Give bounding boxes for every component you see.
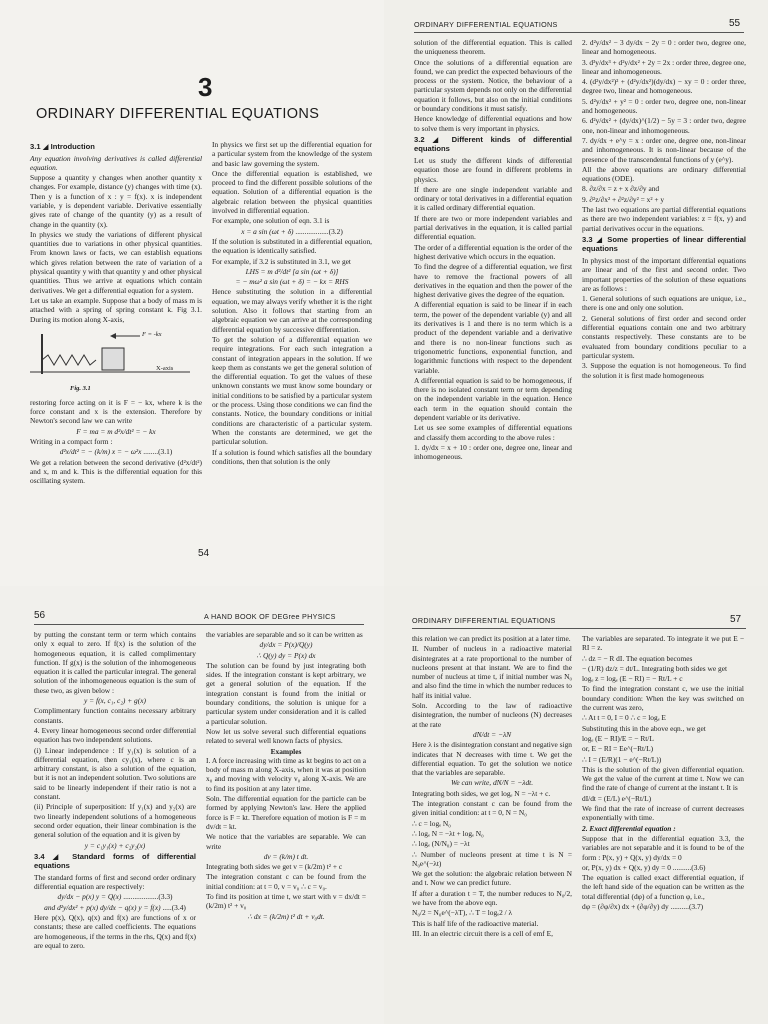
equation-line: logₑ z = logₑ (E − RI) = − Rt/L + c <box>582 674 683 684</box>
paragraph: To get the solution of a differential equation we require integrations. For each such integration a constant of integration appears in the solution. If we keep them as constants we get the general solution of the differential equation. To get the values of these unknown constants we must know some boundary or initial conditions to be satisfied by a particular system or the process. Using those conditions we can find the constants. Notice, the boundary conditions or initial conditions are characteristic of a particular system. When the constants are determined, we get the particular solution. <box>212 334 372 447</box>
example-6: 6. d²y/dx² + (dy/dx)^(1/2) − 5y = 3 : order two, degree one, non-linear and inhomogeneous. <box>582 116 746 135</box>
paragraph: For example, one solution of eqn. 3.1 is <box>212 216 330 226</box>
paragraph: We get a relation between the second derivative (d²x/dt²) and x, m and k. This is the differential equation for this oscillating system. <box>30 457 202 486</box>
equation-line: ∴ c = logₑ N₀ <box>412 818 451 828</box>
paragraph: II. Number of nucleus in a radioactive material disintegrates at a rate proportional to the number of nucleons present at that instant. We are to find the number of nucleus at time t, if initial number was N₀ and also find the time in which the number reduces to half its initial value. <box>412 644 572 700</box>
paragraph: A differential equation is said to be homogeneous, if there is no isolated constant term or term depending on the independent variable in the equation. Hence each term in the equation should contain the dependent variable or its derivative. <box>414 375 572 422</box>
equation-separated: ∴ Q(y) dy = P(x) dx <box>256 650 316 660</box>
equation-line: ∴ logₑ (N/N₀) = −λt <box>412 839 470 849</box>
paragraph: ∴ dz = − R dI. The equation becomes <box>582 653 693 663</box>
figure-caption: Fig. 3.1 <box>70 384 91 392</box>
equation-3-1 <box>30 447 202 456</box>
figure-3-1 <box>30 326 202 396</box>
paragraph: To find its position at time t, we start with v = dx/dt = (k/2m) t² + v₀ <box>206 892 366 911</box>
paragraph: Substituting this in the above eqn., we get <box>582 723 706 733</box>
paragraph: Hence knowledge of differential equations and how to solve them is very important in physics. <box>414 114 572 133</box>
subheading: 2. Exact differential equation : <box>582 823 676 833</box>
page-55 <box>384 0 768 586</box>
equation-line: ∴ At t = 0, I = 0 ∴ c = logₑ E <box>582 713 666 723</box>
paragraph: this relation we can predict its position at a later time. <box>412 634 571 643</box>
running-head: A HAND BOOK OF DEGree PHYSICS <box>204 612 336 621</box>
paragraph: by putting the constant term or term which contains only x equal to zero. If f(x) is the solution of the homogeneous equation, it is called complimentary function. If g(x) is the solution of the inhomogeneous equation it is called the particular integral. The general solution of the inhomogeneous equation is the sum of these two, as given below : <box>34 630 196 695</box>
equation-lhs: LHS = m d²/dt² [a sin (ωt + δ)] <box>245 266 339 276</box>
paragraph: We notice that the variables are separable. We can write <box>206 832 366 851</box>
section-3-2-heading: 3.2 ◢ Different kinds of differential equations <box>414 134 572 154</box>
equation-general-solution: y = f(x, c₁, c₂) + g(x) <box>84 696 146 706</box>
paragraph: The standard forms of first and second order ordinary differential equation are respectively: <box>34 872 196 892</box>
p54-right-column <box>212 140 372 467</box>
example-3: 3. d³y/dx³ + d²y/dx² + 2y = 2x : order three, degree one, linear and inhomogeneous. <box>582 57 747 76</box>
paragraph: Now let us solve several such differential equations related to several well known facts of physics. <box>206 726 366 746</box>
equation-body: d²x/dt² = − (k/m) x = − ω²x <box>59 447 142 457</box>
paragraph: To find the integration constant c, we use the initial boundary condition: When the key was switched on the current was zero, <box>582 684 744 713</box>
equation-rhs: = − mω² a sin (ωt + δ) = − kx = RHS <box>235 277 349 287</box>
equation-body: and d²y/dx² + p(x) dy/dx − q(x) y = f(x) <box>44 902 161 912</box>
equation-line: ∴ I = (E/R)(1 − e^(−Rt/L)) <box>582 754 662 764</box>
paragraph: The integration constant c can be found from the initial condition: at t = 0, v = v₀ ∴ c = v₀. <box>206 872 366 891</box>
paragraph: ∴ Number of nucleons present at time t is N = N₀e^(−λt) <box>412 849 572 868</box>
equation-decay: dN/dt = −λN <box>472 729 512 739</box>
paragraph: The variables are separated. To integrate it we put E − RI = z. <box>582 634 744 653</box>
paragraph: Integrating both sides, we get logₑ N = −λt + c. <box>412 788 551 798</box>
equation-body: dy/dx − p(x) y = Q(x) <box>57 892 122 902</box>
paragraph: To find the degree of a differential equation, we first have to remove the fractional powers of all derivatives in the equation and then the power of the highest derivative gives the degree of the equation. <box>414 262 572 300</box>
equation-number: .....(3.4) <box>162 902 186 912</box>
paragraph: restoring force acting on it is F = − kx, where k is the force constant and x is the extension. Therefore by Newton's second law we can write <box>30 397 202 426</box>
equation-number: ...................(3.3) <box>123 892 173 902</box>
examples-heading: Examples <box>270 746 302 756</box>
example-2: 2. d²y/dx² − 3 dy/dx − 2y = 0 : order two, degree one, linear and homogeneous. <box>582 38 746 57</box>
paragraph: 3. Suppose the equation is not homogeneous. To find the solution it is first made homogeneous <box>582 361 746 380</box>
p57-right-column <box>582 634 744 912</box>
running-head: ORDINARY DIFFERENTIAL EQUATIONS <box>412 616 556 625</box>
equation-line: N₀/2 = N₀e^(−λT), ∴ T = logₑ2 / λ <box>412 908 513 918</box>
paragraph: Suppose a quantity y changes when another quantity x changes. For example, distance (y) changes with time (x). Then y is a function of x : y = f(x). x is independent variable, y is dependent variable. Derivative essentially gives rate of change of the quantity (y) as a result of change in the quantity (x). <box>30 173 202 229</box>
paragraph: Here p(x), Q(x), q(x) and f(x) are functions of x or constants; these are called coefficients. The equations are homogeneous, if the terms in the rhs, Q(x) and f(x) are equal to zero. <box>34 913 196 950</box>
paragraph: The order of a differential equation is the order of the highest derivative which occurs in the equation. <box>414 242 572 261</box>
p57-left-column <box>412 634 572 939</box>
page-number: 56 <box>34 610 46 621</box>
paragraph: A differential equation is said to be linear if in each term, the power of the dependent variable (y) and all its derivatives is 1 and there is no term which is a product of the dependent variable and a derivative and there is no non-linear functions such as trigonometric functions, exponential function, and logarithmic functions with respect to the dependent variable. <box>414 300 572 375</box>
section-3-4-heading: 3.4 ◢ Standard forms of differential equations <box>34 851 196 871</box>
figure-force-label: F = -kx <box>142 330 162 338</box>
paragraph: Here λ is the disintegration constant and negative sign indicates that N decreases with time t. We get the differential equation. To get the solution we notice that the variables are separable. <box>412 740 572 778</box>
p56-right-column <box>206 630 366 922</box>
paragraph: If a solution is found which satisfies all the boundary conditions, then that solution is the only <box>212 447 372 466</box>
paragraph: The last two equations are partial differential equations as there are two independent variables: z = f(x, y) and partial derivatives occur in the equations. <box>582 205 746 233</box>
paragraph: Soln. According to the law of radioactive disintegration, the number of nucleons (N) decreases at the rate <box>412 701 572 729</box>
paragraph: If the solution is substituted in a differential equation, the equation is identically satisfied. <box>212 236 372 256</box>
equation-line: ∴ logₑ N = −λt + logₑ N₀ <box>412 828 484 838</box>
paragraph: Let us study the different kinds of differential equation those are found in different problems in physics. <box>414 155 572 184</box>
paragraph: 1. General solutions of such equations are unique, i.e., there is one and only one solution. <box>582 294 746 313</box>
equation-line: or, P(x, y) dx + Q(x, y) dy = 0 ..........(3.6) <box>582 862 706 872</box>
equation-line: or, E − RI = Ee^(−Rt/L) <box>582 744 654 754</box>
header-rule <box>34 624 364 625</box>
example-5: 5. d²y/dx² + y² = 0 : order two, degree one, non-linear and homogeneous. <box>582 96 746 116</box>
equation-separable: dy/dx = P(x)/Q(y) <box>259 640 313 650</box>
paragraph: We find that the rate of increase of current decreases exponentially with time. <box>582 804 744 823</box>
example-9: 9. ∂²z/∂x² + ∂²z/∂y² = x² + y <box>582 194 665 204</box>
paragraph: The solution can be found by just integrating both sides. If the integration constant is kept arbitrary, we get a general solution of the equation. If the integration constant is found from the initial or boundary conditions, the solution is unique for a particular system under consideration and it is called a particular solution. <box>206 660 366 726</box>
chapter-number: 3 <box>198 72 213 102</box>
paragraph: This is the solution of the given differential equation. We get the value of the current at time t. Now we can find the rate of change of current at the instant t. It is <box>582 764 744 793</box>
paragraph: Integrating both sides we get v = (k/2m) t² + c <box>206 862 343 872</box>
running-head: ORDINARY DIFFERENTIAL EQUATIONS <box>414 20 558 29</box>
paragraph: (ii) Principle of superposition: If y₁(x) and y₂(x) are two linearly independent solutions of a homogeneous second order equation, their linear combination is the general solution of the equation and it is given by <box>34 802 196 840</box>
paragraph: − (1/R) dz/z = dt/L. Integrating both sides we get <box>582 663 728 673</box>
page-number: 55 <box>729 18 741 29</box>
paragraph: Any equation involving derivatives is called differential equation. <box>30 153 202 172</box>
page-54 <box>0 0 384 586</box>
paragraph: Once the differential equation is established, we proceed to find the different possible solutions of the equation. Solution of a differential equation is the algebraic relation between the physical quantities involved in differential equation. <box>212 168 372 216</box>
p56-left-column <box>34 630 196 951</box>
paragraph: For example, if 3.2 is substituted in 3.1, we get <box>212 256 351 266</box>
paragraph: If there are two or more independent variables and partial derivatives in the equation, it is called partial differential equation. <box>414 213 572 242</box>
paragraph: Hence substituting the solution in a differential equation, we may always verify whether it is the right solution. Also it follows that starting from an algebraic equation we can arrive at the corresponding differential equation by successive differentiation. <box>212 287 372 334</box>
equation-dv: dv = (k/m) t dt. <box>263 851 309 861</box>
paragraph: Complimentary function contains necessary arbitrary constants. <box>34 706 196 725</box>
paragraph: Writing in a compact form : <box>30 437 113 447</box>
paragraph: In physics we study the variations of different physical quantities due to variations in other physical quantities. From known laws or facts, we can establish equations which gives relation between the rate of variation of a physical quantity y with that quantity y and other physical quantities. Thus we arrive at equations which contain derivatives. We get a differential equation for a system. <box>30 229 202 295</box>
paragraph: Suppose that in the differential equation 3.3, the variables are not separable and it is found to be of the form : P(x, y) + Q(x, y) dy/dx = 0 <box>582 833 744 862</box>
figure-axis-label: X-axis <box>156 364 174 372</box>
paragraph: Let us see some examples of differential equations and classify them according to the above rules : <box>414 423 572 442</box>
paragraph: Soln. The differential equation for the particle can be formed by applying Newton's law. Here the applied force is F = kt. Therefore equation of motion is F = m dv/dt = kt. <box>206 794 366 831</box>
equation-newton: F = ma = m d²x/dt² = − kx <box>76 426 156 436</box>
section-3-3-heading: 3.3 ◢ Some properties of linear differential equations <box>582 234 746 254</box>
equation-body: x = a sin (ωt + δ) <box>241 226 294 236</box>
paragraph: Once the solutions of a differential equation are found, we can predict the expected behaviours of the process or the system. Notice, the behaviour of a particular system depends not only on the differential equation it follows, but also on the initial conditions or boundary conditions it must satisfy. <box>414 57 572 114</box>
example-1: 1. dy/dx = x + 10 : order one, degree one, linear and inhomogeneous. <box>414 442 572 462</box>
example-8: 8. ∂z/∂x = z + x ∂z/∂y and <box>582 184 660 194</box>
equation-line: dφ = (∂φ/∂x) dx + (∂φ/∂y) dy ..........(3.7) <box>582 902 704 912</box>
equation-3-2 <box>212 227 372 236</box>
paragraph: The integration constant c can be found from the given initial condition: at t = 0, N = N₀ <box>412 799 572 818</box>
paragraph: We get the solution: the algebraic relation between N and t. Now we can predict future. <box>412 869 572 888</box>
paragraph: If after a duration t = T, the number reduces to N₀/2, we have from the above eqn. <box>412 888 572 908</box>
header-rule <box>412 628 746 629</box>
section-3-1-heading: 3.1 ◢ Introduction <box>30 142 95 151</box>
equation-superposition: y = c₁y₁(x) + c₂y₂(x) <box>84 840 146 850</box>
paragraph: If there are one single independent variable and ordinary or total derivatives in a differential equation it is called ordinary differential equation. <box>414 184 572 213</box>
page-number: 57 <box>730 614 742 625</box>
p55-right-column <box>582 38 746 381</box>
page-57 <box>384 586 768 1024</box>
paragraph: I. A force increasing with time as kt begins to act on a body of mass m along X-axis, when it was at position x₀ and moving with velocity v₀ along X-axis. We are to find its position at any later time. <box>206 755 366 793</box>
equation-line: logₑ (E − RI)/E = − Rt/L <box>582 733 654 743</box>
p55-left-column <box>414 38 572 462</box>
paragraph: All the above equations are ordinary differential equations (ODE). <box>582 164 746 184</box>
paragraph: Let us take an example. Suppose that a body of mass m is attached with a spring of spring constant k. Fig 3.1. During its motion along X-axis, <box>30 295 202 324</box>
header-rule <box>414 32 744 33</box>
paragraph: In physics most of the important differential equations are linear and of the first and second order. Two important properties of the solution of these equations are as follows : <box>582 255 746 293</box>
paragraph: III. In an electric circuit there is a cell of emf E, <box>412 928 553 938</box>
paragraph: 2. General solutions of first order and second order differential equations contain one and two arbitrary constants respectively. These constants are to be evaluated from boundary conditions peculiar to a particular system. <box>582 313 746 360</box>
equation-dx: ∴ dx = (k/2m) t² dt + v₀dt. <box>247 911 325 921</box>
page-56 <box>0 586 384 1024</box>
equation-separated: We can write, dN/N = −λdt. <box>450 778 534 788</box>
paragraph: the variables are separable and so it can be written as <box>206 630 363 639</box>
chapter-title: ORDINARY DIFFERENTIAL EQUATIONS <box>36 106 320 122</box>
equation-number: ..................(3.2) <box>295 226 343 236</box>
paragraph: (i) Linear independence : If y₁(x) is solution of a differential equation, then cy₁(x), where c is an arbitrary constant, is also a solution of the equation, but it is not an independent solution. Two solutions are said to be linearly independent if their ratio is not a constant. <box>34 745 196 802</box>
paragraph: solution of the differential equation. This is called the uniqueness theorem. <box>414 38 572 57</box>
equation-3-4 <box>34 903 196 912</box>
example-4: 4. (d²y/dx²)² + (d²y/dx²)(dy/dx) − xy = 0 : order three, degree two, linear and homogeneous. <box>582 77 746 96</box>
paragraph: This is half life of the radioactive material. <box>412 918 539 928</box>
example-7: 7. dy/dx + e^y = x : order one, degree one, non-linear and inhomogeneous. It is non-linear because of the presence of the transcendental functions of y (e^y). <box>582 135 746 164</box>
paragraph: The equation is called exact differential equation, if the left hand side of the equation can be written as the total differential (dφ) of a function φ, i.e., <box>582 873 744 901</box>
spring-mass-figure <box>30 326 202 384</box>
paragraph: In physics we first set up the differential equation for a particular system from the knowledge of the system and basic law governing the system. <box>212 140 372 168</box>
page-number: 54 <box>198 548 210 559</box>
equation-3-3 <box>34 892 196 901</box>
p54-left-column <box>30 140 202 487</box>
equation-number: ........(3.1) <box>143 447 173 457</box>
equation-line: dI/dt = (E/L) e^(−Rt/L) <box>582 793 652 803</box>
paragraph: 4. Every linear homogeneous second order differential equation has two independent solutions. <box>34 725 196 745</box>
